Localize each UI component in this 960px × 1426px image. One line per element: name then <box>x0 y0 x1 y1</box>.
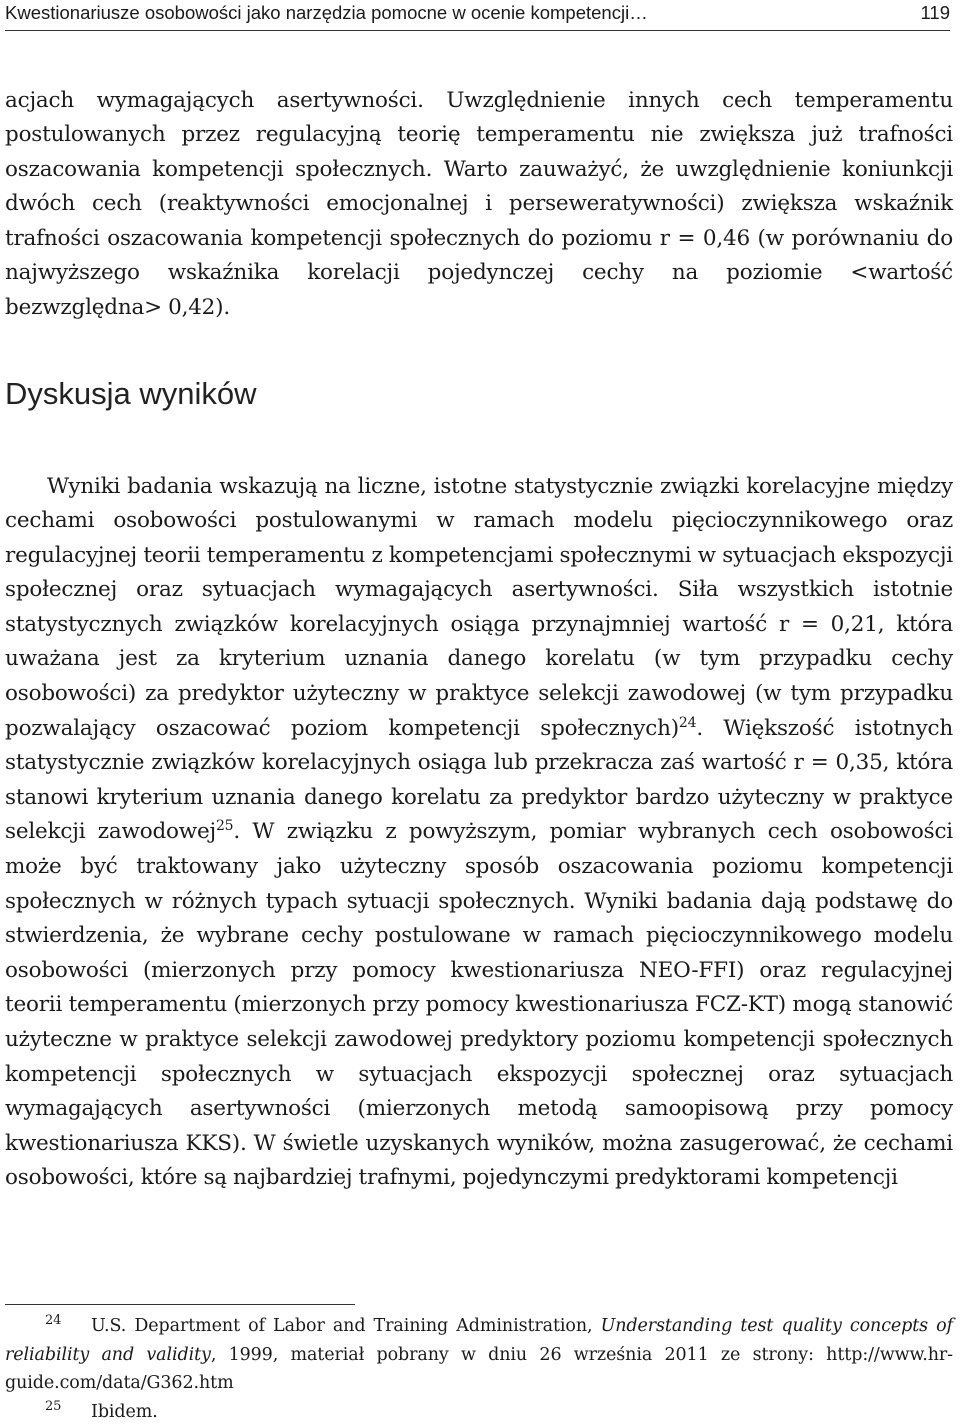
running-title: Kwestionariusze osobowości jako narzędzia pomocne w ocenie kompetencji… <box>5 0 648 26</box>
footnote-text: U.S. Department of Labor and Training Administration, <box>91 1316 601 1336</box>
footnote-title: Understanding test quality concepts of reliability and validity <box>5 1316 953 1365</box>
footnotes <box>5 1312 953 1426</box>
footnote-24 <box>5 1312 953 1398</box>
page-number: 119 <box>921 0 951 26</box>
footnote-number: 25 <box>5 1398 91 1426</box>
footnote-ref-24[interactable]: 24 <box>679 715 696 731</box>
section-heading: Dyskusja wyników <box>5 372 257 416</box>
footnote-separator <box>5 1304 355 1305</box>
running-header <box>5 0 950 31</box>
footnote-text: Ibidem. <box>91 1402 158 1422</box>
footnote-ref-25[interactable]: 25 <box>216 818 233 834</box>
footnote-number: 24 <box>5 1312 91 1341</box>
paragraph-text: . W związku z powyższym, pomiar wybranych cech osobowości może być traktowany jako użyteczny sposób oszacowania poziomu kompetencji społecznych w różnych typach sytuacji społecznych. Wyniki badania dają podstawę do stwierdzenia, że wybrane cechy postulowane w ramach pięcioczynnikowego modelu osobowości (mierzonych przy pomocy kwestionariusza NEO-FFI) oraz regulacyjnej teorii temperamentu (mierzonych przy pomocy kwestionariusza FCZ-KT) mogą stanowić użyteczne w praktyce selekcji zawodowej predyktory poziomu kompetencji społecznych kompetencji społecznych w sytuacjach ekspozycji społecznej oraz sytuacjach wymagających asertywności (mierzonych metodą samoopisową przy pomocy kwestionariusza KKS). W świetle uzyskanych wyników, można zasugerować, że cechami osobowości, które są najbardziej trafnymi, pojedynczymi predyktorami kompetencji <box>5 819 953 1190</box>
paragraph-text: . Większość istotnych statystycznie związków korelacyjnych osiąga lub przekracza zaś wartość r = 0,35, która stanowi kryterium uznania danego korelatu za predyktor bardzo użyteczny w praktyce selekcji zawodowej <box>5 716 953 845</box>
footnote-source[interactable]: , 1999, materiał pobrany w dniu 26 września 2011 ze strony: http://www.hr-guide.com/data/G362.htm <box>5 1345 953 1394</box>
paragraph-discussion <box>5 470 953 1196</box>
paragraph-text: Wyniki badania wskazują na liczne, istotne statystycznie związki korelacyjne między cechami osobowości postulowanymi w ramach modelu pięcioczynnikowego oraz regulacyjnej teorii temperamentu z kompetencjami społecznymi w sytuacjach ekspozycji społecznej oraz sytuacjach wymagających asertywności. Siła wszystkich istotnie statystycznych związków korelacyjnych osiąga przynajmniej wartość r = 0,21, która uważana jest za kryterium uznania danego korelatu (w tym przypadku cechy osobowości) za predyktor użyteczny w praktyce selekcji zawodowej (w tym przypadku pozwalający oszacować poziom kompetencji społecznych) <box>5 474 953 741</box>
paragraph-continued: acjach wymagających asertywności. Uwzględnienie innych cech temperamentu postulowanych przez regulacyjną teorię temperamentu nie zwiększa już trafności oszacowania kompetencji społecznych. Warto zauważyć, że uwzględnienie koniunkcji dwóch cech (reaktywności emocjonalnej i perseweratywności) zwiększa wskaźnik trafności oszacowania kompetencji społecznych do poziomu r = 0,46 (w porównaniu do najwyższego wskaźnika korelacji pojedynczej cechy na poziomie <wartość bezwzględna> 0,42). <box>5 84 953 326</box>
footnote-25 <box>5 1398 953 1426</box>
